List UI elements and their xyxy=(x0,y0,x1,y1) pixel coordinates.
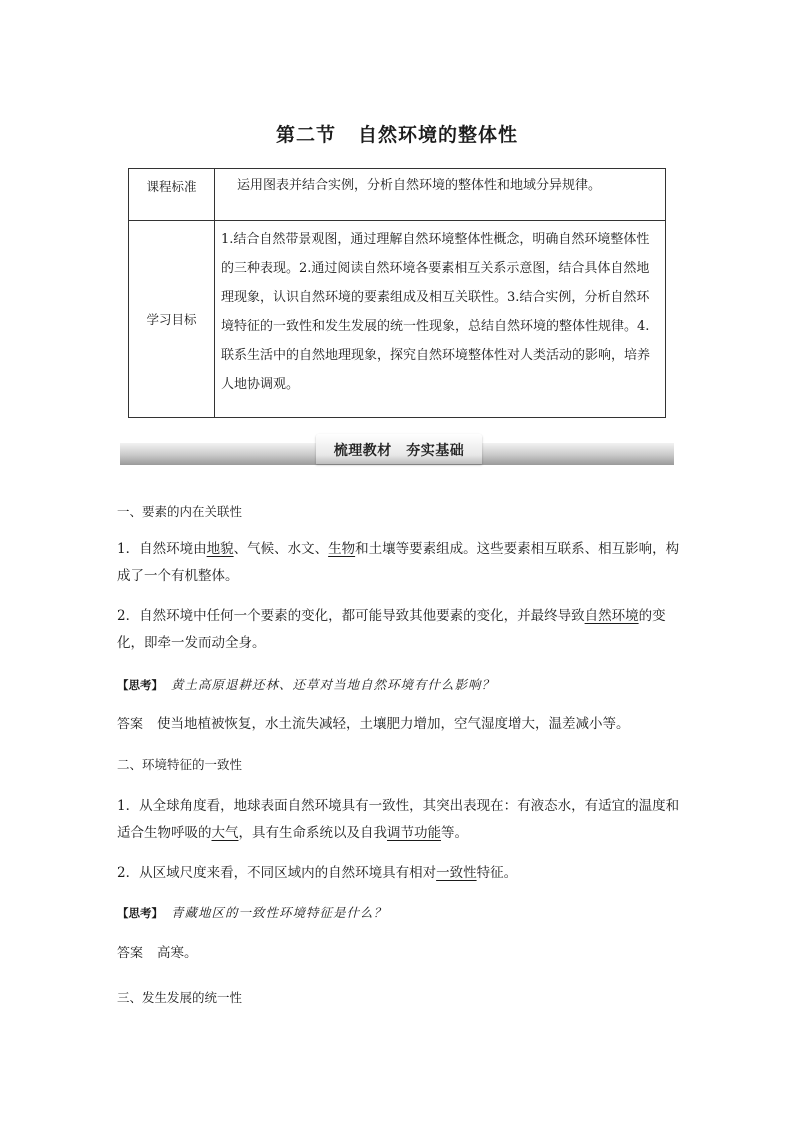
section-number: 第二节 xyxy=(275,124,336,146)
section-name: 自然环境的整体性 xyxy=(358,124,519,146)
think-question: 黄土高原退耕还林、还草对当地自然环境有什么影响？ xyxy=(171,677,496,692)
section2-heading: 二、环境特征的一致性 xyxy=(117,757,243,772)
fill-blank-answer: 调节功能 xyxy=(387,825,441,841)
section2-answer xyxy=(117,940,682,967)
section-banner xyxy=(120,432,674,468)
section2-think xyxy=(117,899,682,927)
section1-heading: 一、要素的内在关联性 xyxy=(117,504,243,519)
banner-text: 梳理教材 夯实基础 xyxy=(333,443,465,459)
fill-blank-answer: 生物 xyxy=(328,541,356,557)
learning-goals-row xyxy=(129,221,666,418)
section2-paragraph-1: 1．从全球角度看，地球表面自然环境具有一致性，其突出表现在：有液态水，有适宜的温度和适合生物呼吸的大气，具有生命系统以及自我调节功能等。 xyxy=(117,798,680,841)
answer-label: 答案 xyxy=(117,946,144,961)
section2-paragraph-2: 2．从区域尺度来看，不同区域内的自然环境具有相对一致性特征。 xyxy=(117,865,518,881)
section1-paragraph-1: 1．自然环境由地貌、气候、水文、生物和土壤等要素组成。这些要素相互联系、相互影响，构成了一个有机整体。 xyxy=(117,541,680,584)
course-standard-row xyxy=(129,169,666,221)
answer-text: 使当地植被恢复，水土流失减轻，土壤肥力增加，空气湿度增大，温差减小等。 xyxy=(157,716,630,732)
think-tag: 【思考】 xyxy=(117,906,163,920)
learning-goals-label: 学习目标 xyxy=(129,221,215,418)
section1-think xyxy=(117,671,682,699)
fill-blank-answer: 大气 xyxy=(211,825,239,841)
fill-blank-answer: 地貌 xyxy=(206,541,234,557)
learning-goals-content: 1.结合自然带景观图，通过理解自然环境整体性概念，明确自然环境整体性的三种表现。2.通过阅读自然环境各要素相互关系示意图，结合具体自然地理现象，认识自然环境的要素组成及相互关联性。3.结合实例，分析自然环境特征的一致性和发生发展的统一性现象，总结自然环境的整体性规律。4.联系生活中的自然地理现象，探究自然环境整体性对人类活动的影响，培养人地协调观。 xyxy=(215,221,666,418)
section1-answer xyxy=(117,711,682,738)
course-standard-content: 运用图表并结合实例，分析自然环境的整体性和地域分异规律。 xyxy=(215,169,666,221)
course-standard-label: 课程标准 xyxy=(129,169,215,221)
fill-blank-answer: 一致性 xyxy=(436,865,477,881)
think-question: 青藏地区的一致性环境特征是什么？ xyxy=(171,905,388,920)
think-tag: 【思考】 xyxy=(117,678,163,692)
answer-label: 答案 xyxy=(117,717,144,732)
section1-paragraph-2: 2．自然环境中任何一个要素的变化，都可能导致其他要素的变化，并最终导致自然环境的变化，即牵一发而动全身。 xyxy=(117,608,666,651)
standards-table xyxy=(128,168,666,418)
fill-blank-answer: 自然环境 xyxy=(584,608,639,624)
section3-heading: 三、发生发展的统一性 xyxy=(117,990,243,1005)
answer-text: 高寒。 xyxy=(157,945,198,961)
page-title xyxy=(0,120,794,147)
